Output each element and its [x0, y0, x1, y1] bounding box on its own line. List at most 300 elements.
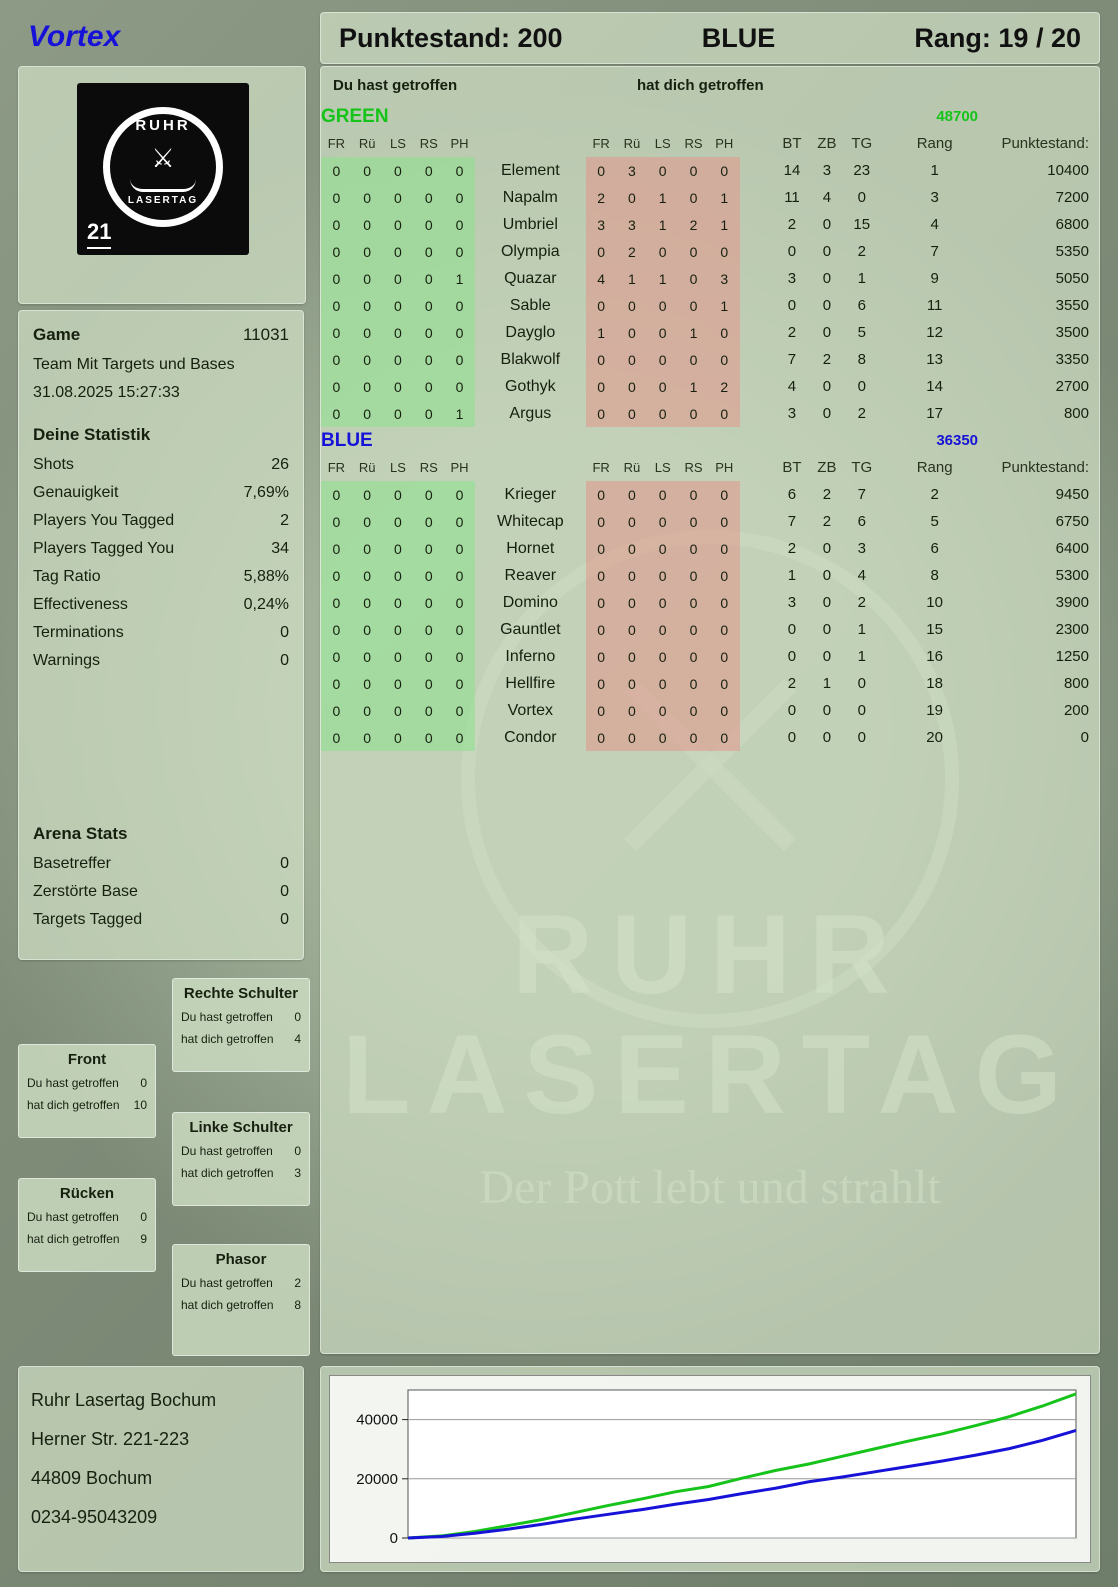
taken-cell: 2: [709, 373, 740, 400]
bt-cell: 0: [787, 297, 797, 314]
subheader-taken-PH: PH: [715, 460, 734, 475]
stat-row: [33, 647, 289, 675]
taken-cell: 0: [647, 481, 678, 508]
hit-cell: 0: [321, 670, 352, 697]
score-cell: 5300: [1055, 567, 1089, 584]
hit-cell: 0: [444, 562, 475, 589]
bodypart-hit-value: 0: [294, 1010, 301, 1024]
score-header: [320, 12, 1100, 64]
hit-cell: 0: [413, 346, 444, 373]
score-cell: 10400: [1047, 162, 1089, 179]
hit-cell: 0: [413, 508, 444, 535]
taken-cell: 0: [617, 508, 648, 535]
taken-cell: 0: [678, 184, 709, 211]
subheader-taken-FR: FR: [592, 460, 610, 475]
spacer: [740, 508, 775, 535]
spacer: [740, 589, 775, 616]
subheader-rang: Rang: [916, 135, 953, 152]
spacer: [586, 103, 879, 130]
score-cell: 5050: [1055, 270, 1089, 287]
bodypart-taken-row: [19, 1228, 155, 1250]
subheader-hit-Rü: Rü: [358, 460, 376, 475]
bt-cell: 3: [787, 405, 797, 422]
taken-cell: 0: [586, 535, 617, 562]
hit-cell: 0: [383, 616, 414, 643]
hit-cell: 0: [352, 157, 383, 184]
tg-cell: 2: [857, 243, 866, 260]
own-stats-title: Deine Statistik: [33, 425, 151, 444]
rank-cell: 7: [930, 243, 939, 260]
taken-cell: 0: [647, 589, 678, 616]
hit-cell: 0: [383, 670, 414, 697]
spacer: [740, 535, 775, 562]
table-row: [321, 265, 1101, 292]
score-cell: 3550: [1055, 297, 1089, 314]
taken-cell: 0: [678, 265, 709, 292]
player-name: Krieger: [504, 485, 557, 503]
hit-cell: 0: [413, 616, 444, 643]
taken-cell: 0: [678, 724, 709, 751]
bt-cell: 14: [783, 162, 801, 179]
subheader-taken-LS: LS: [654, 460, 671, 475]
subheader-hit-RS: RS: [419, 460, 438, 475]
hit-cell: 0: [352, 184, 383, 211]
bodypart-taken-row: [173, 1162, 309, 1184]
hit-cell: 0: [413, 643, 444, 670]
results-table: [321, 103, 1101, 751]
stat-value: 0,24%: [243, 596, 289, 613]
own-stats-title-row: [33, 421, 289, 451]
taken-cell: 0: [647, 508, 678, 535]
subheader-name: [475, 454, 586, 481]
spacer: [740, 157, 775, 184]
column-head-tagged-you: hat dich getroffen: [637, 77, 764, 94]
column-head-you-tagged: Du hast getroffen: [333, 77, 458, 94]
bt-cell: 2: [787, 540, 797, 557]
subheader-hit-FR: FR: [327, 460, 346, 475]
bodypart-hit-row: [173, 1272, 309, 1294]
spacer: [740, 400, 775, 427]
taken-cell: 0: [586, 616, 617, 643]
spacer: [740, 697, 775, 724]
taken-cell: 1: [709, 184, 740, 211]
spacer: [740, 184, 775, 211]
table-row: [321, 238, 1101, 265]
taken-cell: 0: [678, 589, 709, 616]
taken-cell: 0: [647, 643, 678, 670]
team-name: BLUE: [321, 429, 373, 451]
subheader-hit-FR: FR: [327, 136, 346, 151]
stat-label: Effectiveness: [33, 596, 128, 613]
taken-cell: 0: [647, 346, 678, 373]
tg-cell: 23: [853, 162, 871, 179]
brand-header: [18, 12, 304, 62]
spacer: [740, 130, 775, 157]
rank-cell: 15: [926, 621, 943, 638]
bt-cell: 2: [787, 675, 797, 692]
arena-stat-label: Targets Tagged: [33, 911, 143, 928]
subheader-hit-Rü: Rü: [358, 136, 376, 151]
taken-cell: 1: [678, 319, 709, 346]
bodypart-taken-row: [173, 1028, 309, 1050]
player-name: Hornet: [506, 539, 555, 557]
taken-cell: 1: [678, 373, 709, 400]
taken-cell: 1: [647, 211, 678, 238]
hit-cell: 0: [383, 697, 414, 724]
spacer: [740, 724, 775, 751]
player-name: Napalm: [502, 188, 558, 206]
player-name: Umbriel: [502, 215, 558, 233]
logo-bottom-text: LASERTAG: [127, 195, 199, 206]
hit-cell: 0: [413, 724, 444, 751]
game-mode-row: [33, 351, 289, 379]
hit-cell: 0: [413, 373, 444, 400]
hit-cell: 0: [444, 589, 475, 616]
hit-cell: 0: [352, 292, 383, 319]
bodypart-back: [18, 1178, 156, 1272]
hit-cell: 0: [321, 508, 352, 535]
chart-svg: [330, 1376, 1090, 1562]
hit-cell: 0: [321, 319, 352, 346]
hit-cell: 0: [352, 319, 383, 346]
team-header-row: [321, 103, 1101, 130]
results-panel: [320, 66, 1100, 1354]
score-cell: 5350: [1055, 243, 1089, 260]
bt-cell: 0: [787, 729, 797, 746]
bodypart-hit-value: 0: [294, 1144, 301, 1158]
hit-cell: 0: [352, 265, 383, 292]
hit-cell: 0: [352, 724, 383, 751]
club-logo: [77, 83, 249, 255]
tg-cell: 2: [857, 405, 866, 422]
hit-cell: 0: [383, 373, 414, 400]
score-cell: 3900: [1055, 594, 1089, 611]
bodypart-title: Linke Schulter: [189, 1119, 293, 1136]
tg-cell: 0: [857, 675, 866, 692]
subheader-bt: BT: [782, 135, 802, 152]
stat-value: 0: [280, 624, 289, 641]
rank-cell: 16: [926, 648, 943, 665]
taken-cell: 0: [647, 238, 678, 265]
taken-cell: 0: [586, 562, 617, 589]
score-cell: 1250: [1055, 648, 1089, 665]
taken-cell: 1: [709, 211, 740, 238]
hit-cell: 0: [383, 157, 414, 184]
taken-cell: 0: [647, 400, 678, 427]
bodypart-taken-label: hat dich getroffen: [181, 1032, 274, 1046]
bt-cell: 2: [787, 216, 797, 233]
player-name: Vortex: [507, 701, 553, 719]
taken-cell: 0: [647, 670, 678, 697]
hit-cell: 0: [383, 535, 414, 562]
tg-cell: 7: [857, 486, 866, 503]
rank-cell: 10: [926, 594, 943, 611]
taken-cell: 0: [709, 535, 740, 562]
stat-row: [33, 479, 289, 507]
taken-cell: 0: [617, 481, 648, 508]
stat-label: Warnings: [33, 652, 100, 669]
taken-cell: 0: [678, 562, 709, 589]
hit-cell: 0: [352, 697, 383, 724]
stat-label: Players Tagged You: [33, 540, 175, 557]
table-row: [321, 562, 1101, 589]
tg-cell: 0: [857, 378, 866, 395]
arena-stats-title: Arena Stats: [33, 824, 128, 843]
hit-cell: 0: [444, 481, 475, 508]
zb-cell: 4: [822, 189, 832, 206]
rank-cell: 18: [926, 675, 943, 692]
table-row: [321, 319, 1101, 346]
game-header: [33, 321, 289, 351]
player-name: Hellfire: [505, 674, 556, 692]
stat-row: [33, 591, 289, 619]
rank-cell: 20: [926, 729, 943, 746]
bt-cell: 3: [787, 270, 797, 287]
taken-cell: 0: [586, 238, 617, 265]
logo-panel: [18, 66, 306, 304]
taken-cell: 0: [647, 697, 678, 724]
bodypart-phasor: [172, 1244, 310, 1356]
player-name: Gauntlet: [500, 620, 561, 638]
bt-cell: 6: [787, 486, 797, 503]
score-cell: 800: [1063, 405, 1089, 422]
subheader-hit-PH: PH: [450, 460, 469, 475]
hit-cell: 0: [413, 562, 444, 589]
bodypart-title: Phasor: [215, 1251, 267, 1268]
hit-cell: 0: [383, 292, 414, 319]
player-name: Argus: [509, 404, 552, 422]
bodypart-hit-value: 0: [140, 1076, 147, 1090]
hit-cell: 0: [444, 697, 475, 724]
bodypart-title: Rücken: [59, 1185, 115, 1202]
bodypart-taken-row: [19, 1094, 155, 1116]
bodypart-taken-label: hat dich getroffen: [27, 1232, 120, 1246]
hit-cell: 0: [321, 562, 352, 589]
hit-cell: 0: [444, 373, 475, 400]
player-name: Whitecap: [496, 512, 564, 530]
stat-row: [33, 619, 289, 647]
taken-cell: 1: [617, 265, 648, 292]
rank-label: Rang: 19 / 20: [914, 22, 1081, 53]
taken-cell: 0: [678, 238, 709, 265]
spacer: [740, 211, 775, 238]
taken-cell: 1: [709, 292, 740, 319]
rank-cell: 6: [930, 540, 939, 557]
taken-cell: 0: [617, 184, 648, 211]
score-cell: 7200: [1055, 189, 1089, 206]
table-row: [321, 535, 1101, 562]
table-row: [321, 211, 1101, 238]
score-chart-panel: [320, 1366, 1100, 1572]
hit-cell: 0: [413, 535, 444, 562]
bodypart-title: Rechte Schulter: [183, 985, 299, 1002]
bodypart-right-shoulder: [172, 978, 310, 1072]
zb-cell: 0: [822, 216, 832, 233]
hit-cell: 0: [321, 346, 352, 373]
bodypart-taken-value: 10: [133, 1098, 147, 1112]
game-datetime-row: [33, 379, 289, 407]
bodypart-left-shoulder: [172, 1112, 310, 1206]
taken-cell: 0: [678, 643, 709, 670]
hit-cell: 1: [444, 400, 475, 427]
stat-value: 7,69%: [243, 484, 289, 501]
rank-cell: 11: [926, 297, 943, 314]
team-name: GREEN: [321, 105, 389, 127]
team-score: 36350: [936, 432, 979, 449]
subheader-taken-Rü: Rü: [623, 136, 641, 151]
taken-cell: 0: [586, 697, 617, 724]
taken-cell: 0: [678, 346, 709, 373]
stat-label: Genauigkeit: [33, 484, 119, 501]
taken-cell: 0: [678, 616, 709, 643]
game-datetime: 31.08.2025 15:27:33: [33, 384, 180, 401]
taken-cell: 0: [586, 400, 617, 427]
hit-cell: 0: [321, 481, 352, 508]
bodypart-hit-label: Du hast getroffen: [27, 1076, 119, 1090]
table-row: [321, 184, 1101, 211]
taken-cell: 3: [617, 211, 648, 238]
taken-cell: 0: [678, 400, 709, 427]
team-header-row: [321, 427, 1101, 454]
table-row: [321, 670, 1101, 697]
zb-cell: 0: [822, 243, 832, 260]
rank-cell: 4: [930, 216, 939, 233]
taken-cell: 0: [586, 724, 617, 751]
player-name: Sable: [509, 296, 551, 314]
spacer: [740, 481, 775, 508]
table-subheader-row: [321, 130, 1101, 157]
hit-cell: 0: [383, 589, 414, 616]
taken-cell: 0: [617, 400, 648, 427]
stat-label: Players You Tagged: [33, 512, 175, 529]
taken-cell: 1: [647, 184, 678, 211]
taken-cell: 0: [617, 697, 648, 724]
table-row: [321, 481, 1101, 508]
taken-cell: 3: [709, 265, 740, 292]
taken-cell: 0: [678, 697, 709, 724]
taken-cell: 0: [586, 670, 617, 697]
bodypart-taken-label: hat dich getroffen: [181, 1298, 274, 1312]
address-line: 0234-95043209: [31, 1507, 158, 1527]
score-cell: 200: [1063, 702, 1089, 719]
hit-cell: 0: [321, 292, 352, 319]
table-row: [321, 697, 1101, 724]
hit-cell: 0: [352, 589, 383, 616]
hit-cell: 0: [444, 616, 475, 643]
team-label: BLUE: [701, 22, 776, 53]
tg-cell: 0: [857, 189, 866, 206]
hit-cell: 0: [383, 481, 414, 508]
zb-cell: 0: [822, 378, 832, 395]
y-tick-label: 40000: [356, 1411, 398, 1429]
taken-cell: 0: [617, 724, 648, 751]
bt-cell: 7: [787, 513, 797, 530]
stat-value: 0: [280, 652, 289, 669]
arena-stat-row: [33, 906, 289, 934]
hit-cell: 0: [444, 670, 475, 697]
player-name: Quazar: [504, 269, 557, 287]
zb-cell: 0: [822, 270, 832, 287]
zb-cell: 0: [822, 405, 832, 422]
taken-cell: 0: [678, 535, 709, 562]
taken-cell: 0: [709, 697, 740, 724]
score-cell: 2300: [1055, 621, 1089, 638]
hit-cell: 0: [444, 211, 475, 238]
player-name: Dayglo: [505, 323, 556, 341]
spacer: [740, 670, 775, 697]
taken-cell: 0: [617, 292, 648, 319]
bodypart-hit-row: [173, 1006, 309, 1028]
spacer: [740, 616, 775, 643]
subheader-hit-LS: LS: [390, 460, 406, 475]
player-name: Domino: [502, 593, 558, 611]
hit-cell: 0: [383, 508, 414, 535]
bodypart-taken-value: 8: [294, 1298, 301, 1312]
spacer: [740, 319, 775, 346]
taken-cell: 0: [586, 292, 617, 319]
taken-cell: 0: [709, 508, 740, 535]
hit-cell: 0: [321, 400, 352, 427]
stat-row: [33, 451, 289, 479]
arena-stats-title-row: [33, 820, 289, 850]
rank-cell: 9: [930, 270, 939, 287]
stat-label: Shots: [33, 456, 74, 473]
hit-cell: 0: [413, 184, 444, 211]
taken-cell: 0: [709, 670, 740, 697]
taken-cell: 0: [617, 616, 648, 643]
hit-cell: 0: [321, 535, 352, 562]
hit-cell: 0: [413, 670, 444, 697]
rank-cell: 1: [930, 162, 939, 179]
hit-cell: 0: [444, 292, 475, 319]
hit-cell: 0: [352, 616, 383, 643]
hit-cell: 0: [413, 157, 444, 184]
hit-cell: 0: [352, 400, 383, 427]
address-line: Herner Str. 221-223: [31, 1429, 190, 1449]
rank-cell: 5: [930, 513, 939, 530]
taken-cell: 3: [617, 157, 648, 184]
subheader-score: Punktestand:: [1001, 459, 1089, 476]
table-row: [321, 346, 1101, 373]
hit-cell: 0: [321, 238, 352, 265]
stat-row: [33, 535, 289, 563]
score-cell: 6800: [1055, 216, 1089, 233]
hit-cell: 0: [413, 319, 444, 346]
bt-cell: 7: [787, 351, 797, 368]
hit-cell: 0: [321, 157, 352, 184]
y-tick-label: 0: [389, 1530, 398, 1547]
hit-cell: 0: [352, 481, 383, 508]
bodypart-hit-value: 0: [140, 1210, 147, 1224]
spacer: [740, 562, 775, 589]
hit-cell: 0: [321, 643, 352, 670]
zb-cell: 0: [822, 324, 832, 341]
hit-cell: 0: [352, 643, 383, 670]
tg-cell: 3: [857, 540, 866, 557]
taken-cell: 0: [586, 643, 617, 670]
tg-cell: 1: [857, 648, 866, 665]
taken-cell: 0: [647, 373, 678, 400]
score-cell: 6750: [1055, 513, 1089, 530]
rank-cell: 13: [926, 351, 943, 368]
subheader-rang: Rang: [916, 459, 953, 476]
zb-cell: 0: [822, 621, 832, 638]
team-score: 48700: [936, 108, 979, 125]
bodypart-taken-value: 9: [140, 1232, 147, 1246]
taken-cell: 0: [586, 481, 617, 508]
stats-panel: [18, 310, 304, 960]
spacer: [740, 292, 775, 319]
